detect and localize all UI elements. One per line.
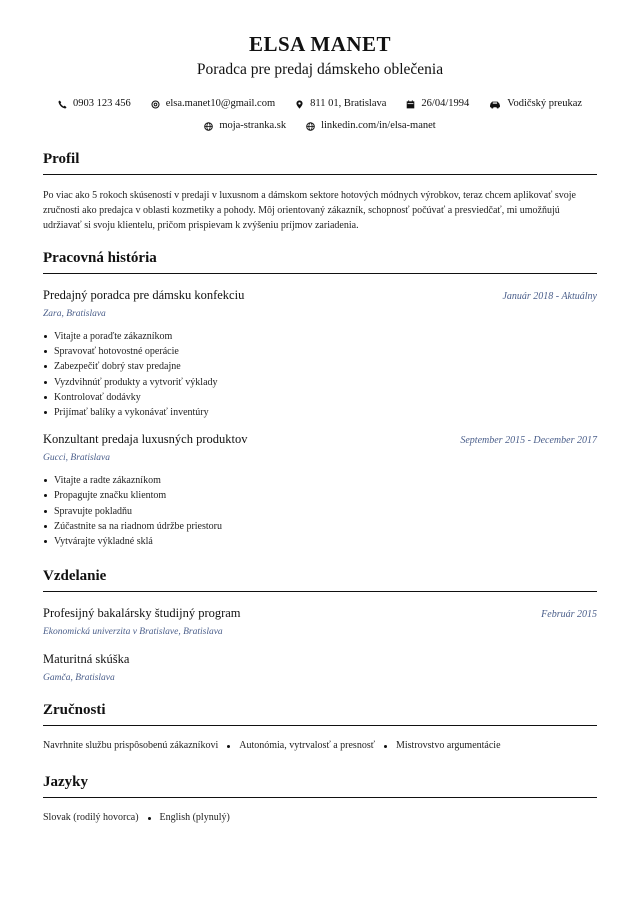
education-title: Profesijný bakalársky študijný program [43,606,241,621]
job-date: Január 2018 - Aktuálny [502,291,597,302]
bullet-separator [148,817,151,820]
contact-license: Vodičský preukaz [489,97,582,111]
section-profile [43,150,597,233]
list-item: Prijímať balíky a vykonávať inventúry [43,405,597,420]
globe-icon [204,122,213,131]
section-divider [43,725,597,726]
candidate-name: ELSA MANET [248,32,392,56]
list-item: Kontrolovať dodávky [43,390,597,405]
skill-item: Autonómia, vytrvalosť a presnosť [239,740,375,752]
contact-phone: 0903 123 456 [58,97,131,111]
education-title: Maturitná skúška [43,652,130,667]
language-item: English (plynulý) [159,812,230,824]
section-divider [43,797,597,798]
job-place: Gucci, Bratislava [43,453,111,464]
job-title: Konzultant predaja luxusných produktov [43,432,248,447]
list-item: Vyzdvihnúť produkty a vytvoriť výklady [43,375,597,390]
contact-linkedin[interactable]: linkedin.com/in/elsa-manet [306,119,436,133]
job-entry [43,287,597,420]
skill-item: Mistrovstvo argumentácie [395,740,501,752]
job-entry [43,431,597,549]
list-item: Zabezpečiť dobrý stav predajne [43,359,597,374]
duty-list [43,329,597,420]
section-title: Profil [43,151,80,167]
resume-header [0,0,640,133]
contact-row-2 [0,119,640,133]
section-title: Zručnosti [43,702,106,719]
car-icon [489,100,501,109]
bullet-separator [384,745,387,748]
section-education [43,567,597,684]
list-item: Vitajte a radte zákazníkom [43,473,597,488]
section-languages [43,773,597,825]
education-place: Ekonomická univerzita v Bratislave, Bratislava [43,627,223,638]
list-item: Zúčastnite sa na riadnom údržbe priestoru [43,519,597,534]
section-skills [43,701,597,753]
phone-icon [58,100,67,109]
contact-birthdate: 26/04/1994 [406,97,469,111]
section-divider [43,591,597,592]
profile-text: Po viac ako 5 rokoch skúseností v predaji v luxusnom a dámskom sektore hotových módnych výrobkov, teraz chcem aplikovať svoje zručnosti ako predajca v oblasti kozmetiky a pohody. Môj orientovaný zákazník, schopnosť počúvať a presviedčať, mi umožňujú udržiavať si svoju klientelu, pričom prispievam k zvýšeniu príjmov zariadenia. [43,190,576,231]
section-title: Vzdelanie [43,568,107,585]
section-divider [43,174,597,175]
education-date: Február 2015 [541,609,597,621]
bullet-separator [227,745,230,748]
duty-list [43,473,597,549]
education-entry [43,605,597,638]
skill-item: Navrhnite službu prispôsobenú zákazníkovi [43,740,219,752]
mail-icon [151,100,160,109]
section-divider [43,273,597,274]
job-date: September 2015 - December 2017 [460,435,597,447]
globe-icon [306,122,315,131]
calendar-icon [406,100,415,109]
candidate-subtitle: Poradca pre predaj dámskeho oblečenia [196,61,444,78]
job-place: Zara, Bratislava [43,309,106,319]
section-work-history [43,249,597,549]
list-item: Spravovať hotovostné operácie [43,344,597,359]
skills-list [43,739,597,753]
contact-website[interactable]: moja-stranka.sk [204,119,286,133]
list-item: Vitajte a poraďte zákazníkom [43,329,597,344]
list-item: Spravujte pokladňu [43,504,597,519]
contact-row-1 [0,97,640,111]
list-item: Propagujte značku klientom [43,488,597,503]
contact-email[interactable]: elsa.manet10@gmail.com [151,97,275,111]
section-title: Jazyky [43,774,88,791]
contact-address: 811 01, Bratislava [295,97,386,111]
job-title: Predajný poradca pre dámsku konfekciu [43,288,245,302]
education-entry [43,651,597,684]
location-icon [295,100,304,109]
list-item: Vytvárajte výkladné sklá [43,534,597,549]
section-title: Pracovná história [43,250,157,266]
education-place: Gamča, Bratislava [43,673,115,684]
languages-list [43,811,597,825]
resume-content [43,150,597,825]
language-item: Slovak (rodilý hovorca) [43,812,139,824]
